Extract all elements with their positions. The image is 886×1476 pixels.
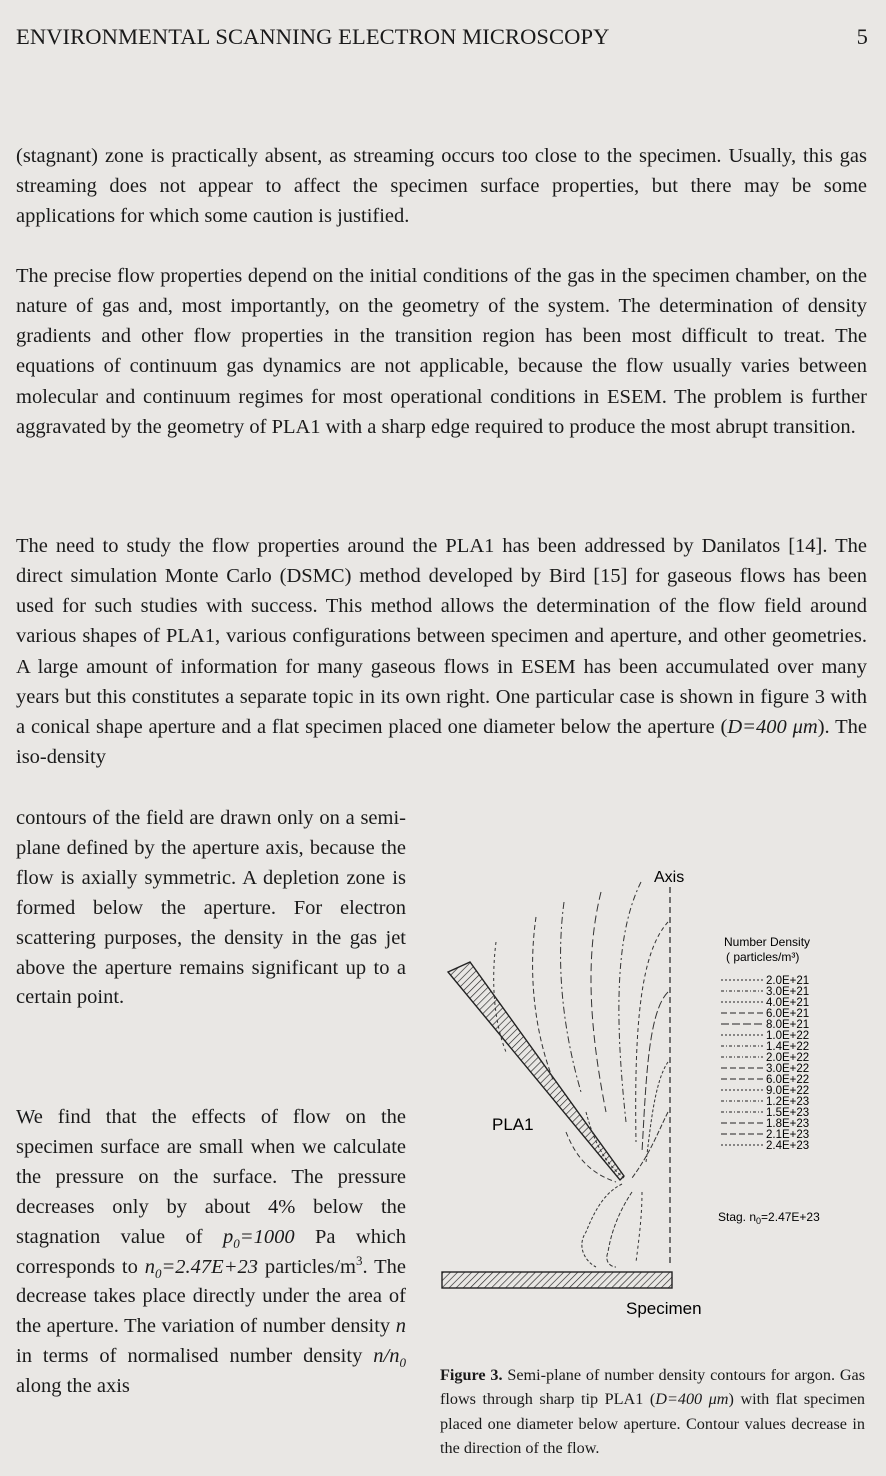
contour-line [619,882,641,1122]
legend-title-2: ( particles/m³) [726,950,800,964]
paragraph-4-part-f: along the axis [16,1375,130,1398]
caption-diameter: D=400 μm [655,1390,729,1409]
paragraph-2 [16,261,867,442]
legend-value: 1.2E+23 [766,1096,810,1108]
paragraph-1-text: (stagnant) zone is practically absent, as streaming occurs too close to the specimen. Usually, this gas streaming does not appear to affect the specimen surface properties, but there may be some applications for which some caution is justified. [16,145,867,228]
specimen-plate [442,1272,672,1288]
n0-symbol: n [144,1255,155,1278]
unit-exponent: 3 [355,1252,363,1268]
contour-line [646,1062,668,1162]
paragraph-4-part-e: in terms of normalised number density [16,1345,374,1368]
specimen-label: Specimen [626,1299,702,1318]
aperture-diameter: D=400 μm [727,715,818,738]
legend-value: 3.0E+21 [766,986,810,998]
legend-value: 1.4E+22 [766,1041,810,1053]
legend [721,975,809,1152]
paragraph-4 [16,1103,406,1402]
stag-label [718,1210,820,1226]
legend-value: 1.5E+23 [766,1107,810,1119]
paragraph-4-part-b: Pa which corresponds to [16,1225,407,1278]
n0-subscript: 0 [154,1265,162,1281]
legend-value: 8.0E+21 [766,1019,810,1031]
legend-title-1: Number Density [724,935,811,949]
contour-line [607,1192,632,1267]
legend-value: 1.8E+23 [766,1118,810,1130]
legend-value: 3.0E+22 [766,1063,810,1075]
contour-line [632,1112,668,1178]
p0-subscript: 0 [233,1235,240,1251]
density-contours [494,882,668,1267]
contour-line [636,1192,642,1262]
paragraph-1 [16,141,867,231]
pla1-wall [448,962,624,1180]
legend-value: 9.0E+22 [766,1085,810,1097]
ratio-symbol: n/n [373,1345,400,1368]
caption-text [440,1363,865,1460]
stag-value: =2.47E+23 [761,1210,820,1224]
legend-value: 2.4E+23 [766,1140,810,1152]
n0-value: =2.47E+23 [161,1255,259,1278]
paragraph-2-text: The precise flow properties depend on the initial conditions of the gas in the specimen chamber, on the nature of gas and, most importantly, on the geometry of the system. The determination of density gradients and other flow properties in the transition region has been most difficult to treat. The equations of continuum gas dynamics are not applicable, because the flow usually varies between molecular and continuum regimes for most operational conditions in ESEM. The problem is further aggravated by the geometry of PLA1 with a sharp edge required to produce the most abrupt transition. [16,265,867,438]
header-title: ENVIRONMENTAL SCANNING ELECTRON MICROSCOPY [16,24,610,49]
running-header [16,24,868,50]
contour-line [591,892,606,1112]
p0-value: =1000 [239,1225,295,1248]
figure-caption [440,1347,865,1476]
legend-value: 4.0E+21 [766,997,810,1009]
paragraph-3-text [16,531,867,772]
page-number: 5 [856,24,868,49]
paragraph-4-text [16,1103,406,1402]
paragraph-3-continued [16,804,406,1013]
paragraph-4-part-c: particles/m [258,1255,356,1278]
pla1-label: PLA1 [492,1115,534,1134]
stag-label-text: Stag. n [718,1210,757,1224]
contour-line [582,1184,622,1267]
p0-symbol: p [222,1225,234,1248]
paragraph-3-continued-text: contours of the field are drawn only on a semi-plane defined by the aperture axis, because the flow is axially symmetric. A depletion zone is formed below the aperture. For electron scattering purposes, the density in the gas jet above the aperture remains significant up to a certain point. [16,807,406,1009]
paragraph-4-part-d: . The decrease takes place directly under the area of the aperture. The variation of number density [16,1255,406,1338]
contour-line [561,902,581,1092]
figure-3-diagram [436,862,876,1332]
legend-value: 2.0E+22 [766,1052,810,1064]
legend-value: 2.1E+23 [766,1129,810,1141]
caption-part-a: Semi-plane of number density contours for argon. Gas flows through sharp tip PLA1 ( [440,1366,865,1409]
paragraph-3 [16,531,867,772]
legend-value: 2.0E+21 [766,975,810,987]
contour-line [642,992,668,1152]
caption-part-b: ) with flat specimen placed one diameter below aperture. Contour values decrease in the direction of the flow. [440,1390,866,1457]
legend-value: 6.0E+22 [766,1074,810,1086]
paragraph-3-part-b: ). The iso-density [16,715,868,769]
ratio-subscript: 0 [399,1355,406,1371]
contour-line [636,922,668,1142]
paragraph-3-part-a: The need to study the flow properties around the PLA1 has been addressed by Danilatos [14]. The direct simulation Monte Carlo (DSMC) method developed by Bird [15] for gaseous flows has been used for such studies with success. This method allows the determination of the flow field around various shapes of PLA1, various configurations between specimen and aperture, and other geometries. A large amount of information for many gaseous flows in ESEM has been accumulated over many years but this constitutes a separate topic in its own right. One particular case is shown in figure 3 with a conical shape aperture and a flat specimen placed one diameter below the aperture ( [16,535,867,738]
legend-value: 1.0E+22 [766,1030,810,1042]
n-symbol: n [395,1315,406,1338]
paragraph-4-part-a: We find that the effects of flow on the specimen surface are small when we calculate the pressure on the surface. The pressure decreases only by about 4% below the stagnation value of [16,1106,406,1248]
caption-label: Figure 3. [440,1366,503,1385]
legend-value: 6.0E+21 [766,1008,810,1020]
axis-label: Axis [654,869,685,886]
stag-subscript: 0 [756,1216,762,1226]
